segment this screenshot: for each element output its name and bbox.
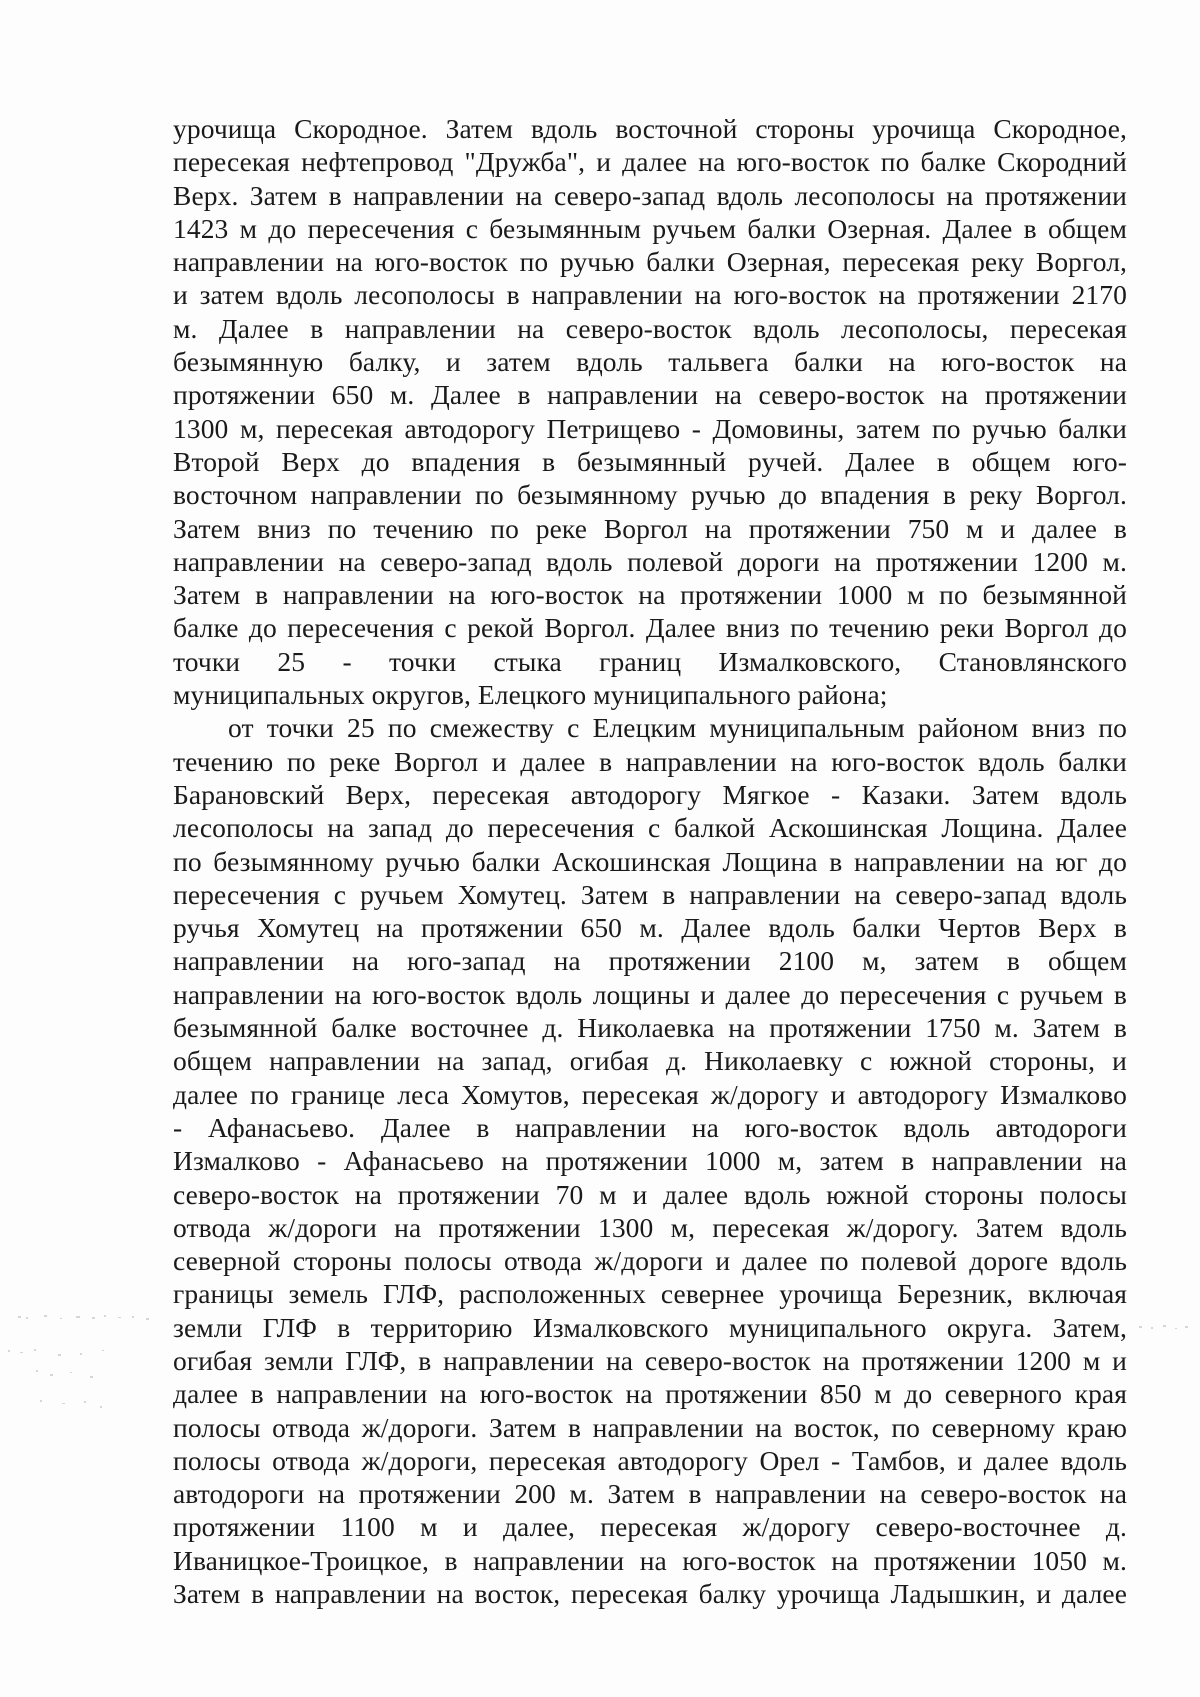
scan-artifact <box>1135 1318 1195 1338</box>
paragraph-2 <box>173 711 1127 1610</box>
text-line: м. Далее в направлении на северо-восток вдоль лесополосы, пересекая <box>173 312 1127 344</box>
text-line: Барановский Верх, пересекая автодорогу Мягкое - Казаки. Затем вдоль <box>173 778 1127 810</box>
text-line: отвода ж/дороги на протяжении 1300 м, пересекая ж/дорогу. Затем вдоль <box>173 1211 1127 1243</box>
text-line: полосы отвода ж/дороги. Затем в направлении на восток, по северному краю <box>173 1411 1127 1443</box>
text-line: полосы отвода ж/дороги, пересекая автодорогу Орел - Тамбов, и далее вдоль <box>173 1444 1127 1476</box>
text-line: точки 25 - точки стыка границ Измалковского, Становлянского <box>173 645 1127 677</box>
text-line: балке до пересечения с рекой Воргол. Далее вниз по течению реки Воргол до <box>173 612 1127 644</box>
text-line: далее по границе леса Хомутов, пересекая ж/дорогу и автодорогу Измалково <box>173 1078 1127 1110</box>
text-line: урочища Скородное. Затем вдоль восточной стороны урочища Скородное, <box>173 113 1127 144</box>
text-line: огибая земли ГЛФ, в направлении на северо-восток на протяжении 1200 м и <box>173 1344 1127 1376</box>
text-line: течению по реке Воргол и далее в направлении на юго-восток вдоль балки <box>173 745 1127 777</box>
text-line: и затем вдоль лесополосы в направлении на юго-восток на протяжении 2170 <box>173 279 1127 311</box>
text-line: северо-восток на протяжении 70 м и далее вдоль южной стороны полосы <box>173 1178 1127 1210</box>
text-line: Затем вниз по течению по реке Воргол на протяжении 750 м и далее в <box>173 512 1127 544</box>
text-line: Верх. Затем в направлении на северо-запад вдоль лесополосы на протяжении <box>173 179 1127 211</box>
text-line: направлении на юго-запад на протяжении 2100 м, затем в общем <box>173 945 1127 977</box>
text-line: безымянную балку, и затем вдоль тальвега балки на юго-восток на <box>173 346 1127 378</box>
text-line: 1423 м до пересечения с безымянным ручьем балки Озерная. Далее в общем <box>173 212 1127 244</box>
text-line: 1300 м, пересекая автодорогу Петрищево - Домовины, затем по ручью балки <box>173 412 1127 444</box>
text-line: ручья Хомутец на протяжении 650 м. Далее вдоль балки Чертов Верх в <box>173 912 1127 944</box>
text-line: направлении на юго-восток по ручью балки Озерная, пересекая реку Воргол, <box>173 246 1127 278</box>
text-line: лесополосы на запад до пересечения с балкой Аскошинская Лощина. Далее <box>173 812 1127 844</box>
text-line: протяжении 1100 м и далее, пересекая ж/дорогу северо-восточнее д. <box>173 1511 1127 1543</box>
text-line: муниципальных округов, Елецкого муниципального района; <box>173 679 888 711</box>
text-line: пересечения с ручьем Хомутец. Затем в направлении на северо-запад вдоль <box>173 878 1127 910</box>
text-line: Измалково - Афанасьево на протяжении 1000 м, затем в направлении на <box>173 1145 1127 1177</box>
text-line: автодороги на протяжении 200 м. Затем в направлении на северо-восток на <box>173 1478 1127 1510</box>
text-line: земли ГЛФ в территорию Измалковского муниципального округа. Затем, <box>173 1311 1127 1343</box>
text-line: протяжении 650 м. Далее в направлении на северо-восток на протяжении <box>173 379 1127 411</box>
text-line: Затем в направлении на юго-восток на протяжении 1000 м по безымянной <box>173 579 1127 611</box>
text-line: северной стороны полосы отвода ж/дороги и далее по полевой дороге вдоль <box>173 1245 1127 1277</box>
text-line: Иваницкое-Троицкое, в направлении на юго-восток на протяжении 1050 м. <box>173 1544 1127 1576</box>
text-line: границы земель ГЛФ, расположенных севернее урочища Березник, включая <box>173 1278 1127 1310</box>
text-line: направлении на юго-восток вдоль лощины и далее до пересечения с ручьем в <box>173 978 1127 1010</box>
text-line: Второй Верх до впадения в безымянный ручей. Далее в общем юго- <box>173 445 1127 477</box>
text-line: Затем в направлении на восток, пересекая балку урочища Ладышкин, и далее <box>173 1578 1127 1610</box>
paragraph-1 <box>173 112 1127 711</box>
scan-artifact <box>0 1270 180 1430</box>
text-line: от точки 25 по смежеству с Елецким муниципальным районом вниз по <box>228 712 1127 744</box>
text-line: далее в направлении на юго-восток на протяжении 850 м до северного края <box>173 1378 1127 1410</box>
text-line: восточном направлении по безымянному ручью до впадения в реку Воргол. <box>173 479 1127 511</box>
text-line: общем направлении на запад, огибая д. Николаевку с южной стороны, и <box>173 1045 1127 1077</box>
text-line: безымянной балке восточнее д. Николаевка на протяжении 1750 м. Затем в <box>173 1012 1127 1044</box>
text-line: по безымянному ручью балки Аскошинская Лощина в направлении на юг до <box>173 845 1127 877</box>
document-body <box>173 112 1127 1610</box>
text-line: - Афанасьево. Далее в направлении на юго-восток вдоль автодороги <box>173 1111 1127 1143</box>
text-line: направлении на северо-запад вдоль полевой дороги на протяжении 1200 м. <box>173 545 1127 577</box>
text-line: пересекая нефтепровод "Дружба", и далее на юго-восток по балке Скородний <box>173 146 1127 178</box>
